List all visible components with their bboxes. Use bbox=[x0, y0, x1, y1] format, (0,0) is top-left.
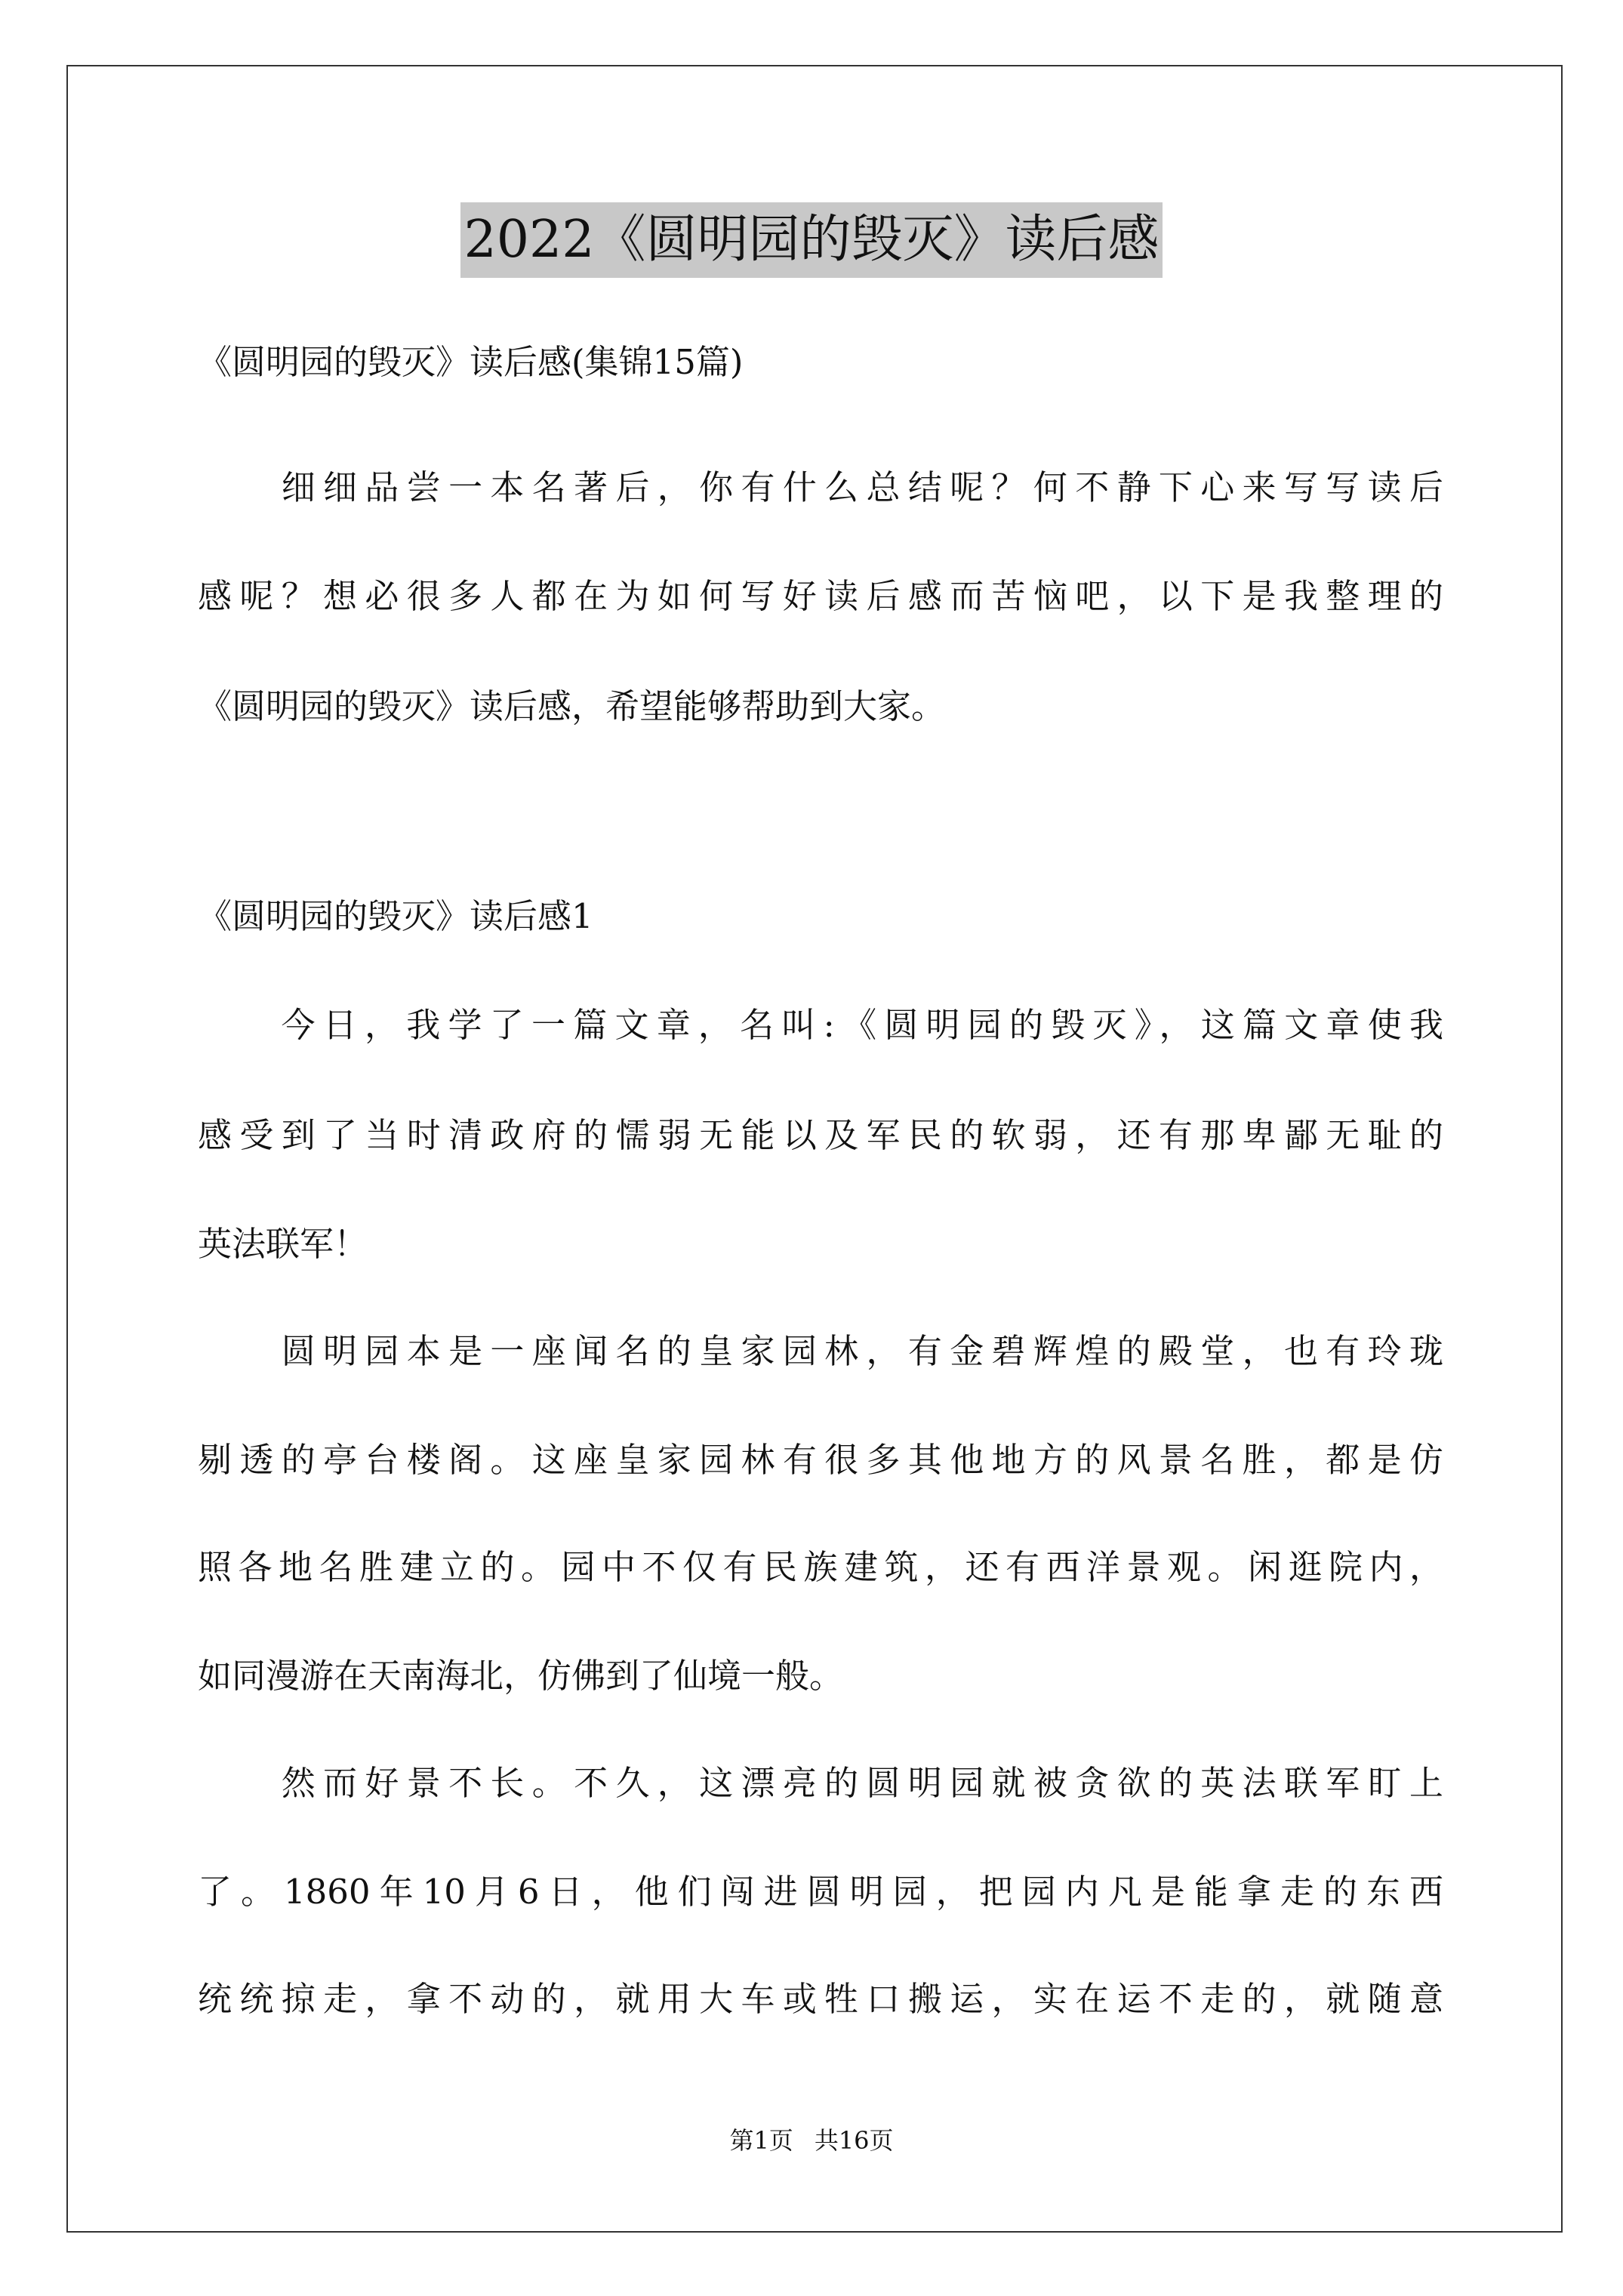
text-line: 照各地名胜建立的。园中不仅有民族建筑，还有西洋景观。闲逛院内， bbox=[198, 1547, 1443, 1587]
page-footer bbox=[0, 2122, 1623, 2156]
text-line: 《圆明园的毁灭》读后感，希望能够帮助到大家。 bbox=[198, 686, 946, 726]
document-title: 2022《圆明园的毁灭》读后感 bbox=[460, 202, 1162, 278]
section-heading: 《圆明园的毁灭》读后感1 bbox=[198, 896, 593, 936]
text-line: 今日，我学了一篇文章，名叫:《圆明园的毁灭》，这篇文章使我 bbox=[198, 1005, 1443, 1045]
text-line: 剔透的亭台楼阁。这座皇家园林有很多其他地方的风景名胜，都是仿 bbox=[198, 1440, 1443, 1480]
title-container bbox=[0, 202, 1623, 278]
page-total: 共16页 bbox=[814, 2126, 894, 2155]
text-line: 如同漫游在天南海北，仿佛到了仙境一般。 bbox=[198, 1656, 844, 1696]
text-line: 感呢？想必很多人都在为如何写好读后感而苦恼吧，以下是我整理的 bbox=[198, 576, 1443, 616]
text-line: 然而好景不长。不久，这漂亮的圆明园就被贪欲的英法联军盯上 bbox=[198, 1763, 1443, 1803]
text-line: 英法联军！ bbox=[198, 1224, 368, 1264]
text-line: 了。1860年10月6日，他们闯进圆明园，把园内凡是能拿走的东西 bbox=[198, 1872, 1443, 1912]
subtitle-line: 《圆明园的毁灭》读后感(集锦15篇) bbox=[198, 342, 744, 382]
page-number: 第1页 bbox=[729, 2126, 793, 2155]
text-line: 统统掠走，拿不动的，就用大车或牲口搬运，实在运不走的，就随意 bbox=[198, 1979, 1443, 2019]
text-line: 感受到了当时清政府的懦弱无能以及军民的软弱，还有那卑鄙无耻的 bbox=[198, 1115, 1443, 1155]
text-line: 细细品尝一本名著后，你有什么总结呢？何不静下心来写写读后 bbox=[198, 467, 1443, 507]
text-line: 圆明园本是一座闻名的皇家园林，有金碧辉煌的殿堂，也有玲珑 bbox=[198, 1331, 1443, 1371]
